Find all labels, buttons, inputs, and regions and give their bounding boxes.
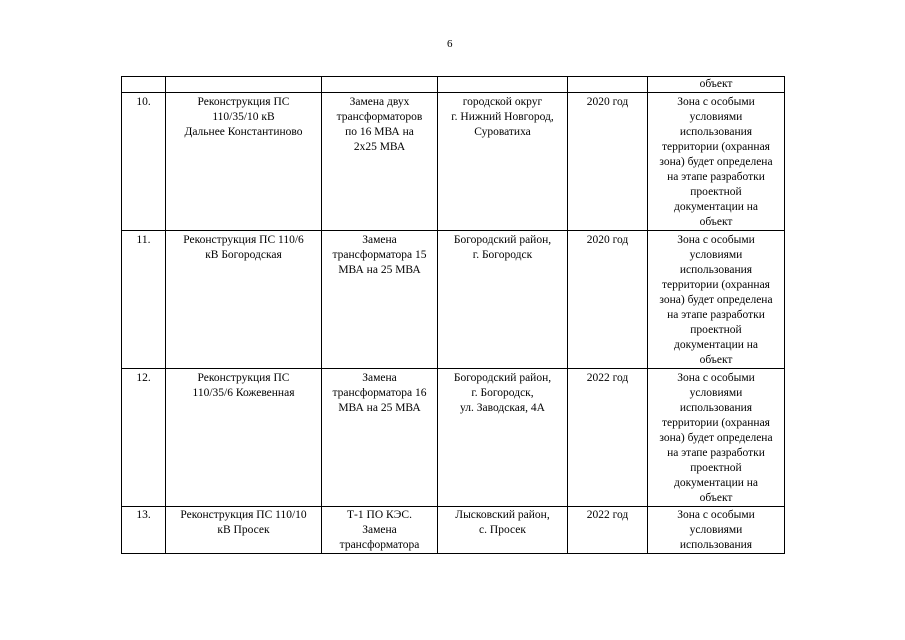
measures-cell [322,77,438,93]
location-cell [438,77,568,93]
object-name-cell: Реконструкция ПС 110/35/6 Кожевенная [166,369,322,507]
table-row [122,369,785,507]
table-row [122,93,785,231]
zone-cell: Зона с особыми условиями использования территории (охранная зона) будет определена на этапе разработки проектной документации на объект [648,369,785,507]
object-name-cell: Реконструкция ПС 110/10 кВ Просек [166,507,322,554]
measures-cell: Замена трансформатора 15 МВА на 25 МВА [322,231,438,369]
measures-cell: Замена двух трансформаторов по 16 МВА на 2х25 МВА [322,93,438,231]
zone-cell: Зона с особыми условиями использования территории (охранная зона) будет определена на этапе разработки проектной документации на объект [648,93,785,231]
year-cell: 2022 год [568,369,648,507]
row-number-cell: 12. [122,369,166,507]
row-number-cell: 13. [122,507,166,554]
zone-cell: Зона с особыми условиями использования [648,507,785,554]
year-cell [568,77,648,93]
year-cell: 2022 год [568,507,648,554]
table-row [122,507,785,554]
row-number-cell: 10. [122,93,166,231]
location-cell: Лысковский район, с. Просек [438,507,568,554]
location-cell: Богородский район, г. Богородск [438,231,568,369]
page-number: 6 [447,38,453,50]
location-cell: Богородский район, г. Богородск, ул. Заводская, 4А [438,369,568,507]
measures-cell: Т-1 ПО КЭС. Замена трансформатора [322,507,438,554]
zone-cell: Зона с особыми условиями использования территории (охранная зона) будет определена на этапе разработки проектной документации на объект [648,231,785,369]
object-name-cell [166,77,322,93]
table-row [122,77,785,93]
year-cell: 2020 год [568,93,648,231]
zone-cell: объект [648,77,785,93]
measures-cell: Замена трансформатора 16 МВА на 25 МВА [322,369,438,507]
object-name-cell: Реконструкция ПС 110/35/10 кВ Дальнее Константиново [166,93,322,231]
row-number-cell: 11. [122,231,166,369]
year-cell: 2020 год [568,231,648,369]
location-cell: городской округ г. Нижний Новгород, Суроватиха [438,93,568,231]
projects-table [121,76,785,554]
row-number-cell [122,77,166,93]
table-row [122,231,785,369]
object-name-cell: Реконструкция ПС 110/6 кВ Богородская [166,231,322,369]
